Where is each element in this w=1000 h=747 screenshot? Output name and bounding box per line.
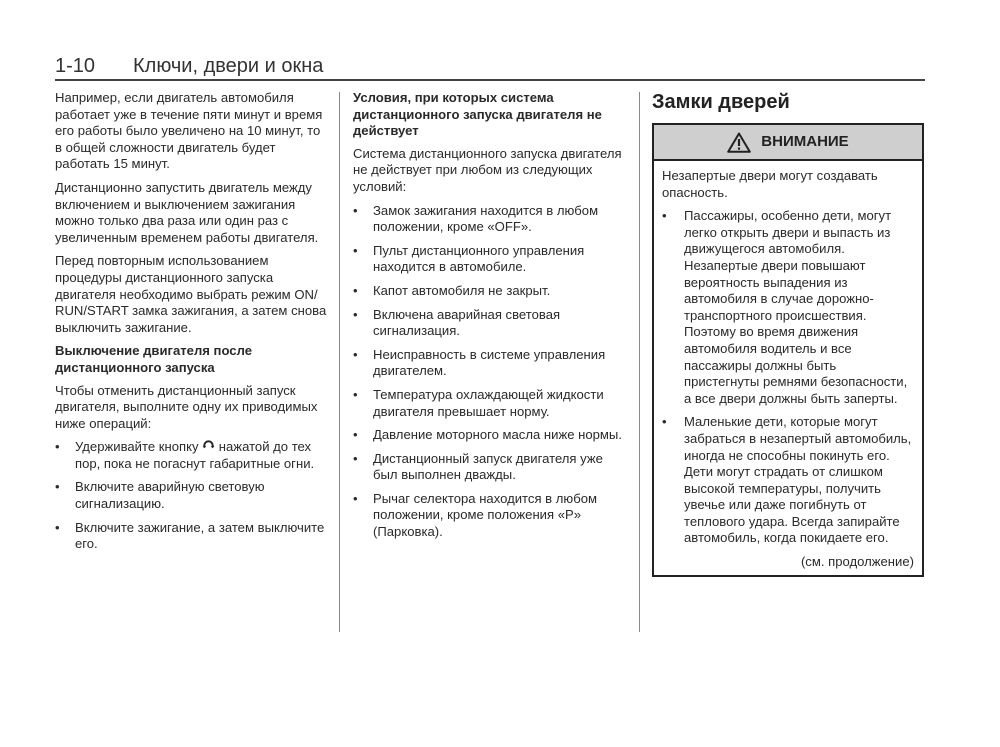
paragraph: Например, если двигатель автомобиля работает уже в течение пяти минут и время его работы было увеличено на 10 минут, то в общей сложности двигатель будет работать 15 минут. [55,90,323,172]
list-item: • Пульт дистанционного управления находится в автомобиле. [353,242,585,275]
paragraph: Дистанционно запустить двигатель между включением и выключением зажигания можно только два раза или один раз с увеличенным временем работы двигателя. [55,179,319,245]
subheading-conditions: Условия, при которых система дистанционного запуска двигателя не действует [353,90,602,139]
remote-start-icon [202,440,215,453]
paragraph: Чтобы отменить дистанционный запуск двигателя, выполните одну их приводимых ниже операций: [55,382,318,431]
list-item: • Включите аварийную световую сигнализацию. [55,479,265,512]
bullet-marker: • [55,519,60,535]
continued-note: (см. продолжение) [800,554,914,570]
list-item: • Включите зажигание, а затем выключите его. [55,519,325,552]
list-item: • Замок зажигания находится в любом положении, кроме «OFF». [353,202,599,235]
subheading-engine-shutdown: Выключение двигателя после дистанционного запуска [55,343,252,375]
bullet-marker: • [55,479,60,495]
page-number: 1-10 [55,55,96,77]
conditions-list [353,203,628,541]
list-item: • Пассажиры, особенно дети, могут легко открыть двери и выпасть из движущегося автомобиля. Незапертые двери повышают вероятность выпадения из автомобиля в случае дорожно-транспортного происшествия. Поэтому во время движения автомобиля водитель и все пассажиры должны быть пристегнуты ремнями безопасности, а все двери должны быть заперты. [662,208,908,406]
list-item: • Температура охлаждающей жидкости двигателя превышает норму. [353,386,604,419]
section-title: Замки дверей [652,91,790,113]
warning-label: ВНИМАНИЕ [761,132,849,150]
warning-triangle-icon [727,132,751,153]
warning-list [662,208,914,547]
header-rule [55,79,925,81]
list-item: • Маленькие дети, которые могут забраться в незапертый автомобиль, иногда не способны покинуть его. Дети могут страдать от слишком высокой температуры, получить увечье или даже погибнуть от теплового удара. Всегда запирайте автомобиль, когда покидаете его. [662,414,912,546]
warning-box [652,123,924,577]
bullet-marker: • [55,439,60,455]
warning-body [654,161,922,575]
column-3 [652,90,924,577]
column-2 [353,90,628,548]
list-item: • Давление моторного масла ниже нормы. [353,427,622,443]
list-item: • Дистанционный запуск двигателя уже был выполнен дважды. [353,450,603,483]
page-header [55,55,925,81]
paragraph: Перед повторным использованием процедуры дистанционного запуска двигателя необходимо выбрать режим ON/ RUN/START замка зажигания, а затем снова выключить зажигание. [55,253,327,335]
shutdown-list [55,439,327,553]
list-item: • Удерживайте кнопку нажатой до тех пор, пока не погаснут габаритные огни. [55,439,315,471]
warning-header [654,125,922,161]
column-1 [55,90,327,560]
warning-intro: Незапертые двери могут создавать опасность. [662,168,878,200]
list-item: • Капот автомобиля не закрыт. [353,282,551,298]
column-divider-1 [339,92,340,632]
list-item: • Включена аварийная световая сигнализация. [353,306,561,339]
list-item: • Неисправность в системе управления двигателем. [353,346,606,379]
list-item: • Рычаг селектора находится в любом положении, кроме положения «P» (Парковка). [353,490,598,540]
chapter-title: Ключи, двери и окна [133,55,324,77]
paragraph: Система дистанционного запуска двигателя не действует при любом из следующих условий: [353,145,622,194]
column-divider-2 [639,92,640,632]
